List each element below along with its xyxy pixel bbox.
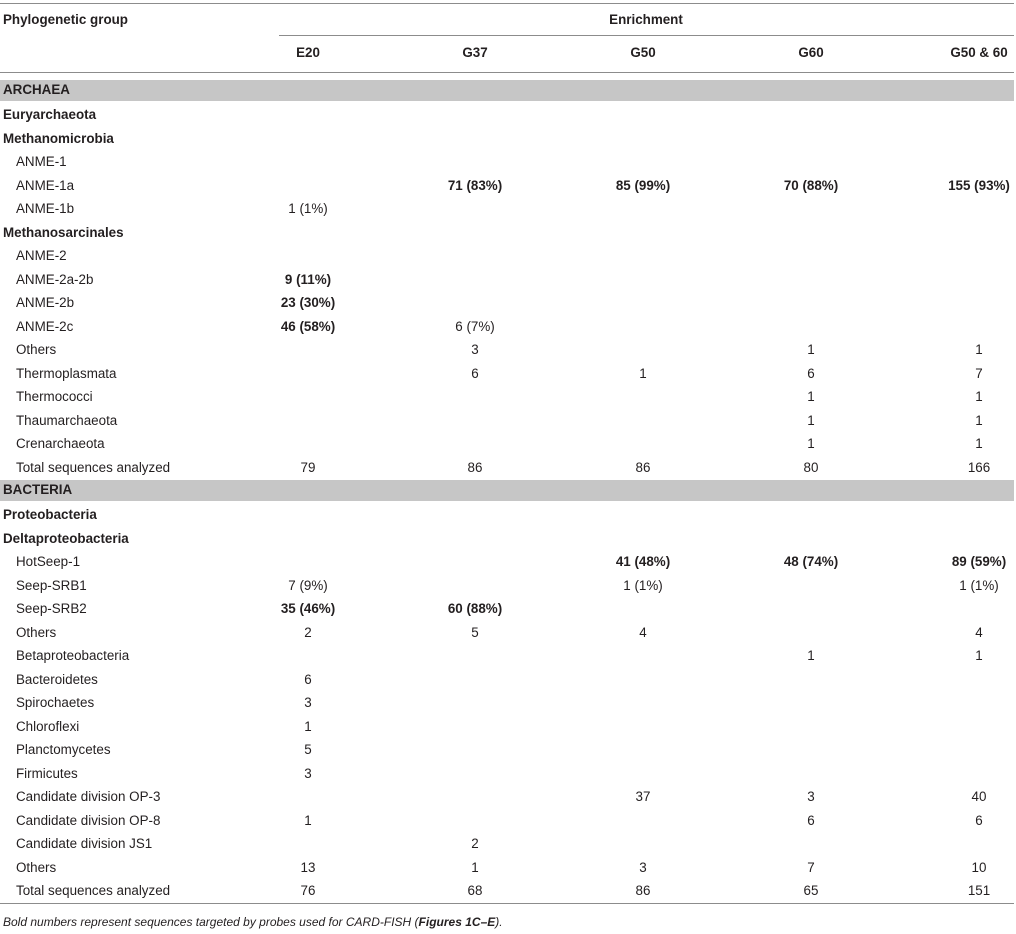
header-group-label: Phylogenetic group (3, 12, 128, 27)
footnote-suffix: ). (495, 915, 503, 929)
table-cell: 6 (807, 812, 815, 828)
footnote-figure-ref: Figures 1C–E (418, 915, 496, 929)
row-label: HotSeep-1 (16, 554, 81, 569)
row-label: ANME-2 (16, 248, 67, 263)
table-cell: 2 (304, 624, 312, 640)
row-label: Chloroflexi (16, 718, 80, 734)
table-cell: 155 (93%) (948, 177, 1010, 193)
table-cell: 4 (975, 624, 983, 640)
bottom-rule (0, 903, 1014, 904)
table-cell: 6 (7%) (455, 318, 495, 334)
table-cell: 6 (807, 365, 815, 381)
table-cell: 23 (30%) (280, 295, 336, 310)
table-cell: 9 (11%) (284, 271, 332, 287)
table-cell: 6 (304, 671, 312, 687)
table-cell: 10 (971, 859, 987, 875)
table-cell: 1 (975, 389, 983, 404)
section-bacteria: BACTERIA (3, 482, 73, 497)
table-cell: 86 (467, 459, 483, 475)
table-cell: 37 (635, 789, 651, 804)
row-label: Firmicutes (16, 765, 78, 781)
row-label: Bacteroidetes (16, 671, 98, 687)
enrichment-rule (279, 35, 1014, 36)
row-label: Methanomicrobia (3, 130, 114, 146)
row-label: ANME-1 (16, 154, 67, 169)
row-label: Candidate division OP-3 (16, 789, 161, 804)
table-cell: 3 (304, 765, 312, 781)
table-cell: 1 (807, 436, 815, 451)
table-cell: 151 (967, 883, 991, 898)
row-label: ANME-1b (16, 201, 75, 216)
row-label: Candidate division OP-8 (16, 812, 161, 828)
row-label: Methanosarcinales (3, 224, 124, 240)
table-cell: 48 (74%) (783, 554, 839, 569)
row-label: Total sequences analyzed (16, 883, 171, 898)
table-cell: 1 (304, 718, 312, 734)
table-cell: 1 (471, 859, 479, 875)
table-cell: 1 (975, 648, 983, 663)
row-label: ANME-2c (16, 318, 74, 334)
table-cell: 60 (88%) (447, 601, 503, 616)
table-cell: 4 (639, 624, 647, 640)
archaea-band (0, 80, 1014, 101)
table-cell: 5 (304, 742, 312, 757)
table-cell: 65 (803, 883, 819, 898)
table-cell: 76 (300, 883, 316, 898)
row-label: Thermoplasmata (16, 365, 117, 381)
table-cell: 1 (807, 648, 815, 663)
header-enrichment-label: Enrichment (609, 12, 683, 27)
row-label: Thermococci (16, 389, 93, 404)
table-cell: 1 (975, 342, 983, 357)
table-cell: 7 (9%) (288, 577, 328, 593)
table-cell: 85 (99%) (615, 177, 671, 193)
table-cell: 3 (639, 859, 647, 875)
footnote-prefix: Bold numbers represent sequences targeted by probes used for CARD-FISH ( (3, 915, 419, 929)
table-cell: 89 (59%) (951, 554, 1007, 569)
table-cell: 6 (471, 365, 479, 381)
table-cell: 70 (88%) (783, 177, 839, 193)
table-cell: 1 (639, 365, 647, 381)
table-cell: 3 (471, 342, 479, 357)
table-cell: 1 (807, 412, 815, 428)
row-label: ANME-1a (16, 177, 75, 193)
table-cell: 86 (635, 883, 651, 898)
row-label: Proteobacteria (3, 507, 97, 522)
row-label: Seep-SRB2 (16, 601, 87, 616)
table-cell: 41 (48%) (615, 554, 671, 569)
table-cell: 7 (975, 365, 983, 381)
table-cell: 46 (58%) (280, 318, 336, 334)
table-cell: 1 (1%) (623, 577, 663, 593)
section-archaea: ARCHAEA (3, 82, 70, 97)
row-label: Euryarchaeota (3, 107, 97, 122)
footnote (3, 914, 503, 930)
table-cell: 68 (467, 883, 483, 898)
table-cell: 2 (471, 836, 479, 851)
table-cell: 1 (807, 342, 815, 357)
table-cell: 1 (975, 412, 983, 428)
table-cell: 3 (807, 789, 815, 804)
table-cell: 79 (300, 459, 316, 475)
top-rule (0, 3, 1014, 4)
table-cell: 1 (975, 436, 983, 451)
bacteria-band (0, 480, 1014, 501)
table-cell: 1 (807, 389, 815, 404)
table-cell: 71 (83%) (447, 177, 503, 193)
table-cell: 86 (635, 459, 651, 475)
row-label: Betaproteobacteria (16, 648, 130, 663)
row-label: Total sequences analyzed (16, 459, 171, 475)
table-cell: 35 (46%) (280, 601, 336, 616)
row-label: ANME-2b (16, 295, 75, 310)
header-rule (0, 72, 1014, 73)
col-header-g50: G50 (630, 45, 656, 60)
table-cell: 6 (975, 812, 983, 828)
col-header-g50-60: G50 & 60 (950, 45, 1008, 60)
row-label: Deltaproteobacteria (3, 530, 129, 546)
table-cell: 1 (1%) (959, 577, 999, 593)
table-cell: 80 (803, 459, 819, 475)
row-label: Others (16, 624, 57, 640)
table-cell: 1 (1%) (288, 201, 328, 216)
table-cell: 3 (304, 695, 312, 710)
table-cell: 166 (967, 459, 991, 475)
row-label: ANME-2a-2b (16, 271, 94, 287)
row-label: Candidate division JS1 (16, 836, 153, 851)
table-cell: 13 (300, 859, 316, 875)
table-cell: 5 (471, 624, 479, 640)
row-label: Others (16, 342, 57, 357)
table-cell: 1 (304, 812, 312, 828)
row-label: Planctomycetes (16, 742, 111, 757)
row-label: Thaumarchaeota (16, 412, 118, 428)
row-label: Spirochaetes (16, 695, 95, 710)
row-label: Seep-SRB1 (16, 577, 87, 593)
col-header-g60: G60 (798, 45, 824, 60)
col-header-e20: E20 (296, 45, 320, 60)
col-header-g37: G37 (462, 45, 488, 60)
row-label: Crenarchaeota (16, 436, 105, 451)
table-cell: 7 (807, 859, 815, 875)
row-label: Others (16, 859, 57, 875)
table-cell: 40 (971, 789, 987, 804)
